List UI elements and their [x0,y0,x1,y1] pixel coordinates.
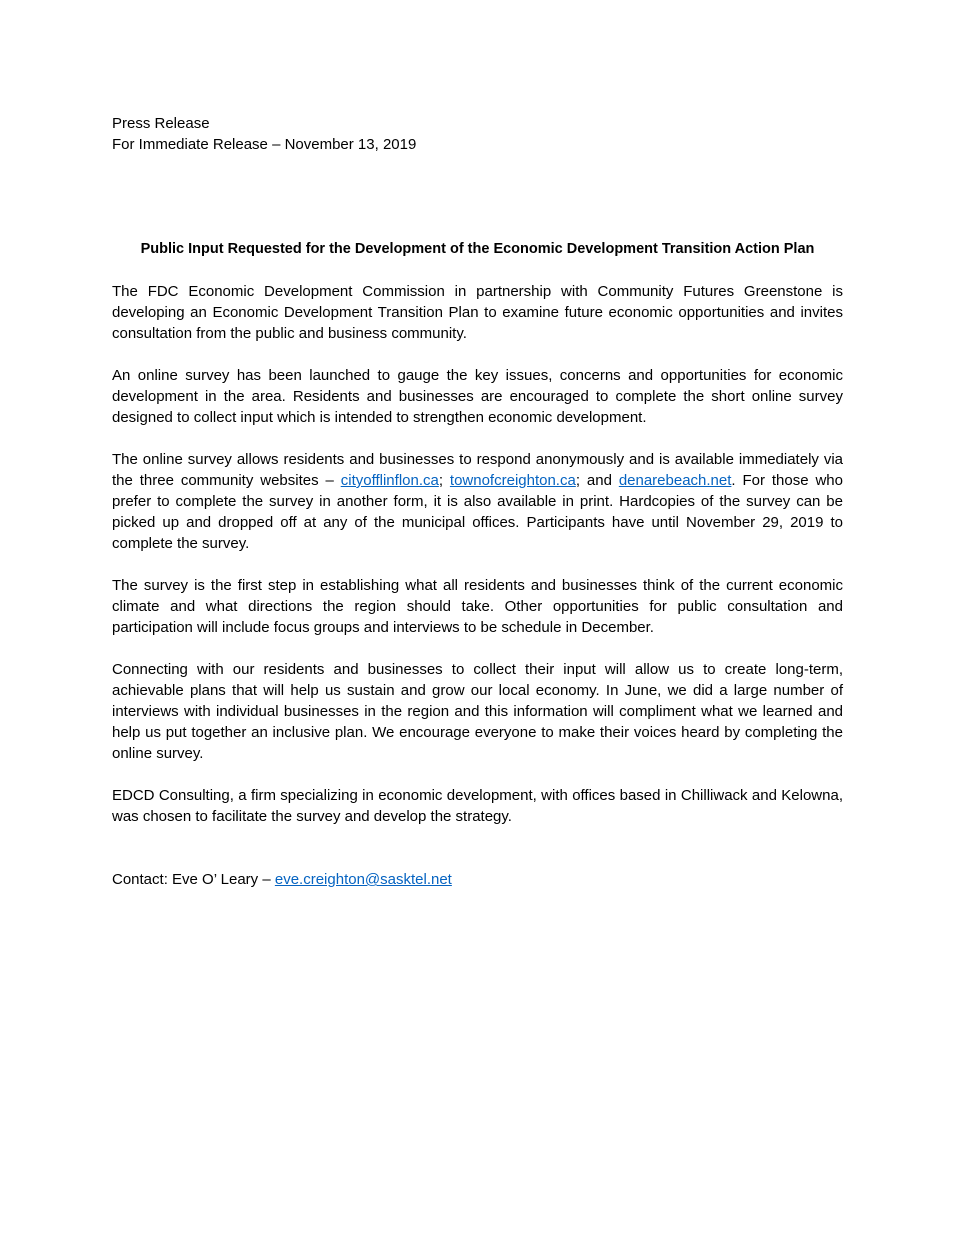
paragraph-consultant: EDCD Consulting, a firm specializing in economic development, with offices based in Chilliwack and Kelowna, was chosen to facilitate the survey and develop the strategy. [112,787,843,825]
paragraph-intro: The FDC Economic Development Commission in partnership with Community Futures Greenstone is developing an Economic Development Transition Plan to examine future economic opportunities and invites consultation from the public and business community. [112,283,843,342]
contact-email-link[interactable]: eve.creighton@sasktel.net [274,871,452,888]
paragraph-first-step: The survey is the first step in establishing what all residents and businesses think of the current economic climate and what directions the region should take. Other opportunities for public consultation and participation will include focus groups and interviews to be schedule in December. [112,577,843,636]
paragraph-text-before-links: The online survey allows residents and businesses to respond anonymously and is available immediately via the three community websites – [112,451,843,489]
link-cityofflinflon[interactable]: cityofflinflon.ca [340,472,439,489]
contact-line [112,869,843,890]
link-denarebeach[interactable]: denarebeach.net [618,472,732,489]
press-release-label: Press Release [112,115,210,132]
contact-label: Contact: Eve O’ Leary – [112,871,275,888]
paragraph-survey-availability [112,449,843,554]
press-release-page [112,113,843,890]
paragraph-survey-launch: An online survey has been launched to gauge the key issues, concerns and opportunities for economic development in the area. Residents and businesses are encouraged to complete the short online survey designed to collect input which is intended to strengthen economic development. [112,367,843,426]
paragraph-text-after-links: . For those who prefer to complete the survey in another form, it is also available in print. Hardcopies of the survey can be picked up and dropped off at any of the municipal offices. Participants have until November 29, 2019 to complete the survey. [112,472,843,552]
title-spacer [112,155,843,239]
link-townofcreighton[interactable]: townofcreighton.ca [449,472,576,489]
link-separator-2: ; and [575,472,619,489]
release-date-line: For Immediate Release – November 13, 2019 [112,136,417,153]
document-title: Public Input Requested for the Development of the Economic Development Transition Action Plan [140,241,815,257]
paragraph-connecting: Connecting with our residents and businesses to collect their input will allow us to create long-term, achievable plans that will help us sustain and grow our local economy. In June, we did a large number of interviews with individual businesses in the region and this information will compliment what we learned and help us put together an inclusive plan. We encourage everyone to make their voices heard by completing the online survey. [112,661,843,762]
link-separator-1: ; [438,472,450,489]
